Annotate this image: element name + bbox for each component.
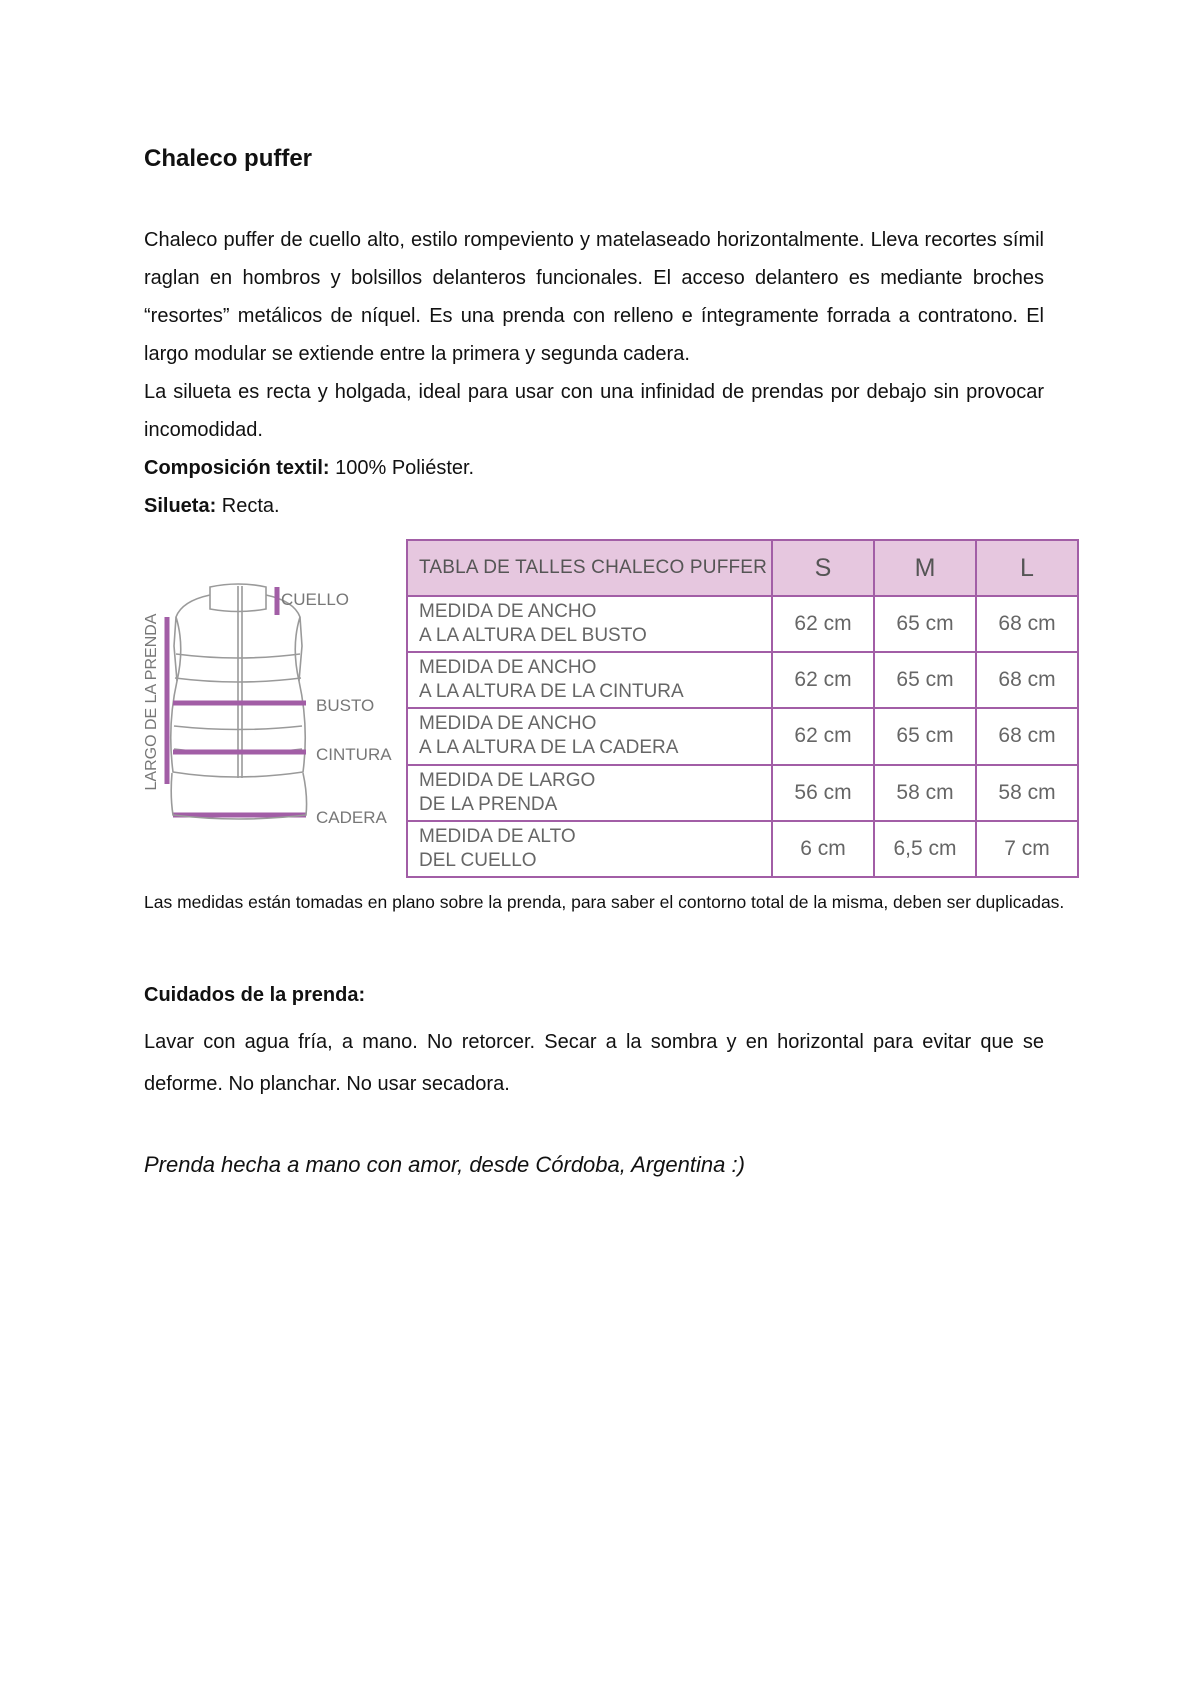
page-title: Chaleco puffer — [144, 145, 313, 172]
size-table-header — [407, 540, 1078, 596]
largo-label: LARGO DE LA PRENDA — [143, 613, 160, 791]
silhouette-label: Silueta: — [144, 495, 217, 517]
care-title: Cuidados de la prenda: — [144, 984, 366, 1006]
description-paragraph-1: Chaleco puffer de cuello alto, estilo rompeviento y matelaseado horizontalmente. Lleva recortes símil raglan en hombros y bolsillos delanteros funcionales. El acceso delantero es mediante broches “resortes” metálicos de níquel. Es una prenda con relleno e íntegramente forrada a contratono. El largo modular se extiende entre la primera y segunda cadera. — [144, 229, 1044, 365]
row-label — [407, 652, 772, 708]
value-cell-l: 68 cm — [976, 596, 1078, 652]
size-header-s: S — [772, 540, 874, 596]
value-cell-s: 62 cm — [772, 596, 874, 652]
row-label-line-2: A LA ALTURA DE LA CADERA — [419, 737, 679, 759]
cintura-label: CINTURA — [316, 745, 392, 764]
composition-value: 100% Poliéster. — [329, 457, 475, 479]
row-label-line-1: MEDIDA DE ANCHO — [419, 601, 597, 623]
value-cell-s: 6 cm — [772, 821, 874, 877]
row-label-line-1: MEDIDA DE ANCHO — [419, 657, 597, 679]
description-paragraph-2: La silueta es recta y holgada, ideal para usar con una infinidad de prendas por debajo sin provocar incomodidad. — [144, 381, 1044, 441]
table-row — [407, 652, 1078, 708]
vest-hem-outline — [171, 773, 306, 819]
row-label-line-1: MEDIDA DE ALTO — [419, 825, 576, 847]
value-cell-l: 68 cm — [976, 708, 1078, 764]
silhouette-value: Recta. — [216, 495, 280, 517]
silhouette-line — [144, 491, 280, 521]
value-cell-m: 6,5 cm — [874, 821, 976, 877]
row-label-line-2: A LA ALTURA DE LA CINTURA — [419, 681, 684, 703]
size-header-l: L — [976, 540, 1078, 596]
size-table — [406, 539, 1079, 878]
value-cell-l: 58 cm — [976, 765, 1078, 821]
value-cell-s: 62 cm — [772, 652, 874, 708]
table-row — [407, 765, 1078, 821]
value-cell-m: 65 cm — [874, 652, 976, 708]
composition-line — [144, 453, 474, 483]
closing-message: Prenda hecha a mano con amor, desde Córdoba, Argentina :) — [144, 1152, 745, 1177]
vest-measurement-diagram — [136, 576, 400, 838]
row-label-line-2: DE LA PRENDA — [419, 793, 558, 815]
cuello-label: CUELLO — [281, 590, 350, 609]
vest-outline — [171, 584, 306, 778]
value-cell-l: 68 cm — [976, 652, 1078, 708]
row-label — [407, 821, 772, 877]
measure-lines — [167, 587, 306, 815]
care-instructions: Lavar con agua fría, a mano. No retorcer. Secar a la sombra y en horizontal para evitar que se deforme. No planchar. No usar secadora. — [144, 1031, 1044, 1095]
cadera-label: CADERA — [316, 808, 387, 827]
value-cell-l: 7 cm — [976, 821, 1078, 877]
size-table-title: TABLA DE TALLES CHALECO PUFFER — [407, 540, 772, 596]
row-label — [407, 708, 772, 764]
row-label-line-1: MEDIDA DE LARGO — [419, 769, 596, 791]
value-cell-m: 65 cm — [874, 708, 976, 764]
busto-label: BUSTO — [316, 696, 375, 715]
row-label-line-2: A LA ALTURA DEL BUSTO — [419, 625, 647, 647]
composition-label: Composición textil: — [144, 457, 330, 479]
table-row — [407, 708, 1078, 764]
row-label — [407, 596, 772, 652]
measurement-note: Las medidas están tomadas en plano sobre la prenda, para saber el contorno total de la misma, deben ser duplicadas. — [144, 892, 1065, 912]
value-cell-s: 62 cm — [772, 708, 874, 764]
value-cell-s: 56 cm — [772, 765, 874, 821]
row-label-line-2: DEL CUELLO — [419, 849, 537, 871]
row-label — [407, 765, 772, 821]
table-row — [407, 821, 1078, 877]
row-label-line-1: MEDIDA DE ANCHO — [419, 713, 597, 735]
value-cell-m: 65 cm — [874, 596, 976, 652]
size-header-m: M — [874, 540, 976, 596]
value-cell-m: 58 cm — [874, 765, 976, 821]
table-row — [407, 596, 1078, 652]
product-description — [144, 221, 1044, 449]
